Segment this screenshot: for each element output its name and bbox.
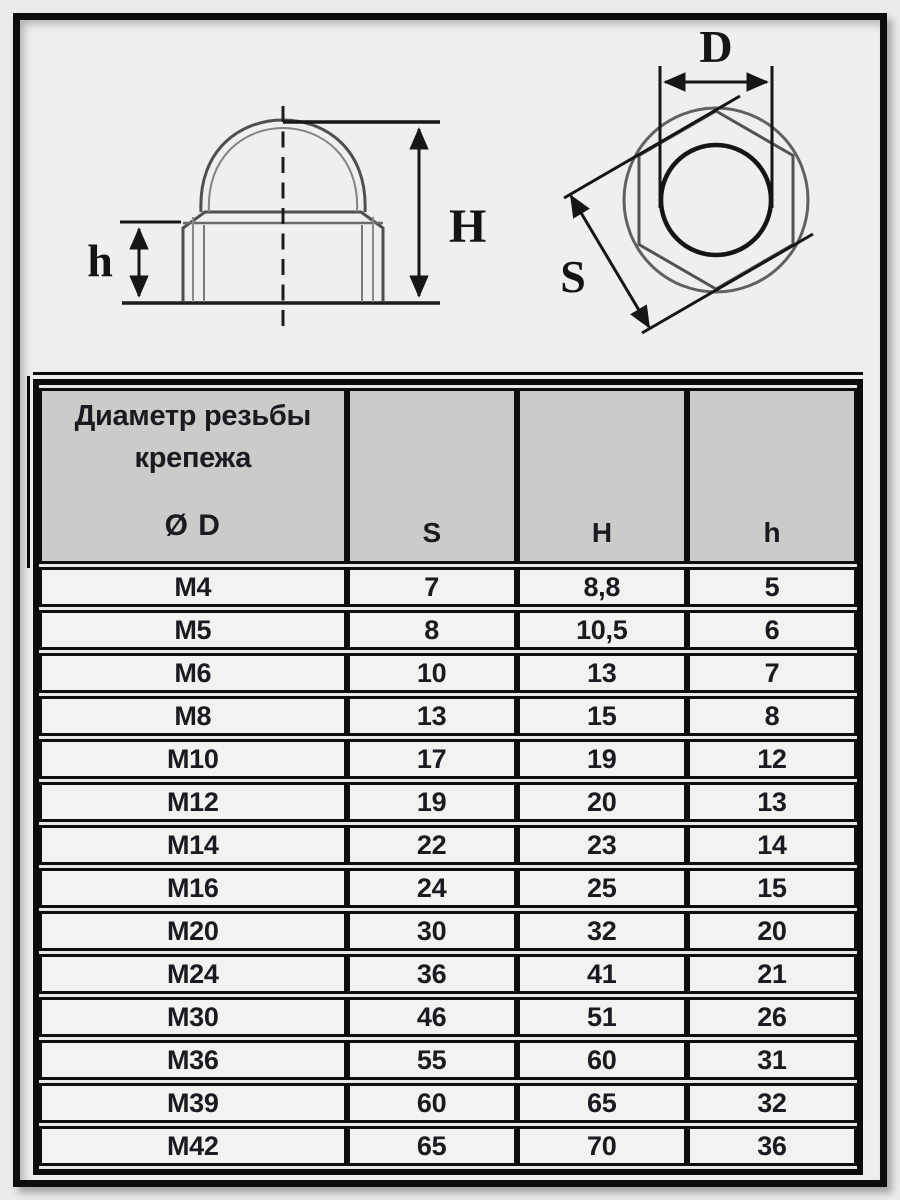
- header-diameter-line1: Диаметр резьбы: [74, 400, 311, 432]
- cell-s: 13: [347, 696, 517, 736]
- cell-d: M10: [39, 739, 347, 779]
- cell-d: M24: [39, 954, 347, 994]
- table-row: [39, 782, 857, 822]
- table-row: [39, 1083, 857, 1123]
- cell-h: 7: [687, 653, 857, 693]
- cell-s: 24: [347, 868, 517, 908]
- cell-H: 51: [517, 997, 687, 1037]
- cell-s: 22: [347, 825, 517, 865]
- image-frame: [13, 13, 887, 1187]
- table-row: [39, 954, 857, 994]
- cell-H: 23: [517, 825, 687, 865]
- cell-h: 26: [687, 997, 857, 1037]
- cell-H: 15: [517, 696, 687, 736]
- cell-d: M5: [39, 610, 347, 650]
- table-border-frame: [33, 379, 863, 1175]
- cell-d: M42: [39, 1126, 347, 1166]
- top-view-drawing: [560, 21, 813, 333]
- cell-h: 8: [687, 696, 857, 736]
- side-view-drawing: [87, 106, 486, 333]
- table-row: [39, 653, 857, 693]
- cell-s: 65: [347, 1126, 517, 1166]
- cell-d: M30: [39, 997, 347, 1037]
- table-row: [39, 610, 857, 650]
- cell-d: M36: [39, 1040, 347, 1080]
- cell-h: 31: [687, 1040, 857, 1080]
- cell-H: 41: [517, 954, 687, 994]
- cell-h: 13: [687, 782, 857, 822]
- header-diameter-line2: крепежа: [134, 442, 252, 475]
- cell-h: 32: [687, 1083, 857, 1123]
- cell-d: M6: [39, 653, 347, 693]
- cell-s: 36: [347, 954, 517, 994]
- dimensions-table: [39, 385, 857, 1169]
- cell-h: 20: [687, 911, 857, 951]
- dimension-label-D: D: [699, 21, 733, 72]
- cell-d: M14: [39, 825, 347, 865]
- cell-s: 55: [347, 1040, 517, 1080]
- table-row: [39, 1040, 857, 1080]
- cell-d: M4: [39, 567, 347, 607]
- dimension-label-H: H: [449, 200, 487, 253]
- cell-H: 8,8: [517, 567, 687, 607]
- cell-d: M8: [39, 696, 347, 736]
- table-row: [39, 696, 857, 736]
- cell-H: 65: [517, 1083, 687, 1123]
- cell-s: 30: [347, 911, 517, 951]
- table-row: [39, 1126, 857, 1166]
- table-left-accent-line: [27, 376, 30, 568]
- cell-H: 25: [517, 868, 687, 908]
- table-row: [39, 825, 857, 865]
- dome-circle: [624, 108, 808, 292]
- cell-s: 19: [347, 782, 517, 822]
- cell-s: 10: [347, 653, 517, 693]
- cell-H: 60: [517, 1040, 687, 1080]
- header-h: h: [687, 388, 857, 564]
- cell-H: 19: [517, 739, 687, 779]
- header-diameter-symbol: Ø D: [164, 508, 221, 542]
- cell-d: M20: [39, 911, 347, 951]
- table-top-accent-line: [33, 372, 863, 375]
- cell-h: 36: [687, 1126, 857, 1166]
- technical-drawings: [20, 20, 880, 372]
- table-row: [39, 739, 857, 779]
- header-H: H: [517, 388, 687, 564]
- cell-h: 5: [687, 567, 857, 607]
- cell-H: 20: [517, 782, 687, 822]
- header-diameter: [39, 388, 347, 564]
- dimension-label-S: S: [560, 251, 586, 302]
- table-row: [39, 997, 857, 1037]
- thread-hole-circle: [661, 145, 771, 255]
- cell-d: M12: [39, 782, 347, 822]
- cell-H: 13: [517, 653, 687, 693]
- header-row: [39, 388, 857, 564]
- cell-s: 60: [347, 1083, 517, 1123]
- table-row: [39, 911, 857, 951]
- cell-h: 12: [687, 739, 857, 779]
- table-row: [39, 868, 857, 908]
- cell-H: 70: [517, 1126, 687, 1166]
- cell-s: 8: [347, 610, 517, 650]
- dimensions-table-block: [33, 372, 863, 1175]
- cell-s: 7: [347, 567, 517, 607]
- cell-H: 10,5: [517, 610, 687, 650]
- cell-h: 14: [687, 825, 857, 865]
- cell-d: M16: [39, 868, 347, 908]
- cell-s: 17: [347, 739, 517, 779]
- table-row: [39, 567, 857, 607]
- S-tangent-line-lower: [642, 234, 813, 333]
- cell-h: 21: [687, 954, 857, 994]
- cell-s: 46: [347, 997, 517, 1037]
- dimension-label-h: h: [87, 235, 113, 286]
- cell-h: 6: [687, 610, 857, 650]
- header-S: S: [347, 388, 517, 564]
- cell-H: 32: [517, 911, 687, 951]
- cell-h: 15: [687, 868, 857, 908]
- cell-d: M39: [39, 1083, 347, 1123]
